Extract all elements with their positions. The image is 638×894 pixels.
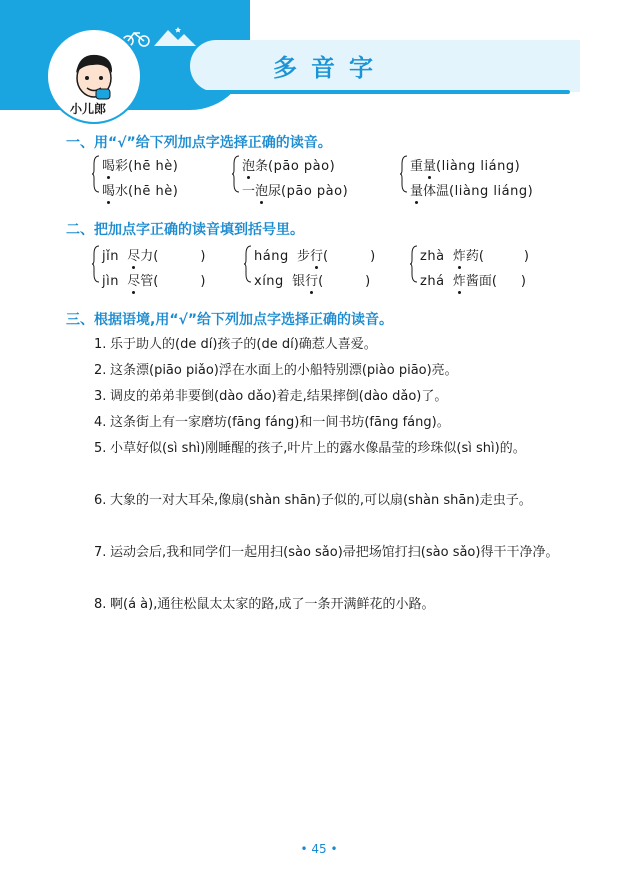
s2-group-3 [410,245,580,293]
brace-icon [92,155,100,193]
question-4: 4. 这条街上有一家磨坊(fāng fáng)和一间书坊(fāng fáng)。 [94,415,450,430]
question-7: 7. 运动会后,我和同学们一起用扫(sào sǎo)帚把场馆打扫(sào sǎo)得干干净净。 [94,545,559,560]
question-5: 5. 小草好似(sì shì)刚睡醒的孩子,叶片上的露水像晶莹的珍珠似(sì shì)的。 [94,441,526,456]
brace-icon [232,155,240,193]
s2-item: jìn 尽管( ) [102,270,205,289]
brace-icon [410,245,418,283]
brace-icon [244,245,252,283]
s2-item: háng 步行( ) [254,245,375,264]
s2-item: xíng 银行( ) [254,270,370,289]
question-2: 2. 这条漂(piāo piǎo)浮在水面上的小船特别漂(piào piāo)亮。 [94,363,458,378]
s2-group-1 [92,245,242,293]
s1-item: 重量(liàng liáng) [410,155,520,174]
bicycle-mountain-icon [118,24,198,48]
brace-icon [92,245,100,283]
section-2-title: 二、把加点字正确的读音填到括号里。 [66,222,304,238]
brace-icon [400,155,408,193]
s2-item: jǐn 尽力( ) [102,245,205,264]
s1-group-3 [400,155,580,203]
s1-group-2 [232,155,402,203]
question-1: 1. 乐于助人的(de dí)孩子的(de dí)确惹人喜爱。 [94,337,377,352]
s1-item: 喝水(hē hè) [102,180,178,199]
s1-group-1 [92,155,242,203]
question-6: 6. 大象的一对大耳朵,像扇(shàn shān)子似的,可以扇(shàn shān)走虫子。 [94,493,532,508]
boy-avatar-icon [71,51,117,101]
page-number: • 45 • [300,842,338,856]
section-3-title: 三、根据语境,用“√”给下列加点字选择正确的读音。 [66,312,394,328]
s1-item: 量体温(liàng liáng) [410,180,533,199]
section-1-title: 一、用“√”给下列加点字选择正确的读音。 [66,135,332,151]
s1-item: 喝彩(hē hè) [102,155,178,174]
s1-item: 一泡尿(pāo pào) [242,180,348,199]
s2-item: zhà 炸药( ) [420,245,529,264]
question-8: 8. 啊(á à),通往松鼠太太家的路,成了一条开满鲜花的小路。 [94,597,435,612]
s2-item: zhá 炸酱面( ) [420,270,526,289]
s2-group-2 [244,245,404,293]
avatar-label: 小儿郎 [70,102,107,116]
question-3: 3. 调皮的弟弟非要倒(dào dǎo)着走,结果摔倒(dào dǎo)了。 [94,389,448,404]
title-underline [100,90,570,94]
page-title: 多音字 [273,54,387,82]
s1-item: 泡条(pāo pào) [242,155,335,174]
